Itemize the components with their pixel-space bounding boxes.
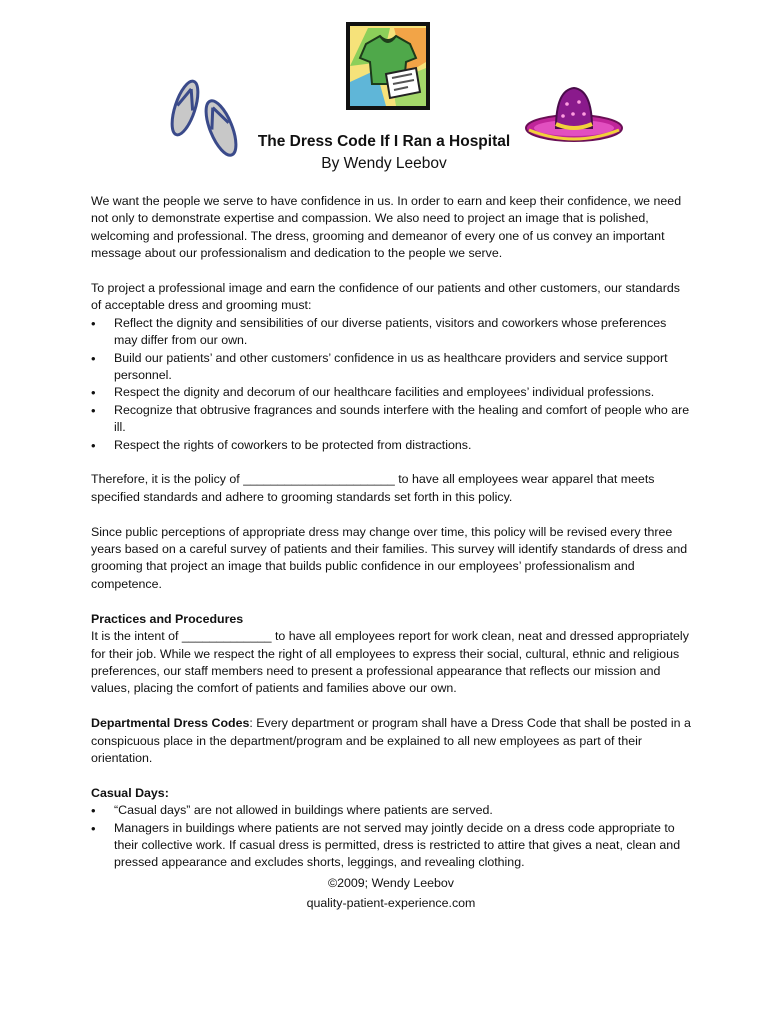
website-text: quality-patient-experience.com	[306, 895, 476, 910]
copyright-text: ©2009; Wendy Leebov	[327, 875, 454, 890]
standards-intro: To project a professional image and earn the confidence of our patients and other customers, our standards of acceptable dress and grooming must:	[91, 281, 680, 313]
casual-list	[91, 802, 691, 872]
policy-paragraph: Therefore, it is the policy of ______________________ to have all employees wear apparel that meets specified standards and adhere to grooming standards set forth in this policy.	[91, 472, 655, 504]
practices-heading: Practices and Procedures	[91, 611, 244, 626]
revision-paragraph: Since public perceptions of appropriate dress may change over time, this policy will be revised every three years based on a careful survey of patients and their families. This survey will identify standards of dress and grooming that project an image that builds public confidence in our employees’ professionalism and competence.	[91, 524, 688, 591]
practices-paragraph: It is the intent of _____________ to have all employees report for work clean, neat and dressed appropriately for their job. While we respect the right of all employees to express their social, cultural, ethnic and religious preferences, our staff members need to present a professional appearance that reflects our mission and values, placing the comfort of patients and families above our own.	[91, 629, 689, 696]
page-title: The Dress Code If I Ran a Hospital	[257, 133, 511, 150]
list-item: • “Casual days” are not allowed in buildings where patients are served.	[91, 802, 691, 819]
list-item: • Managers in buildings where patients are not served may jointly decide on a dress code appropriate to their collective work. If casual dress is permitted, dress is restricted to attire that gives a neat, clean and pressed appearance and excludes shorts, leggings, and revealing clothing.	[91, 820, 691, 872]
shirt-icon	[346, 22, 430, 110]
footer	[91, 873, 691, 913]
list-item: • Build our patients’ and other customers’ confidence in us as healthcare providers and service support personnel.	[91, 350, 691, 385]
standards-list	[91, 315, 691, 454]
list-item: • Respect the rights of coworkers to be protected from distractions.	[91, 437, 691, 454]
list-item: • Respect the dignity and decorum of our healthcare facilities and employees’ individual professions.	[91, 384, 691, 401]
departmental-text: : Every department or program shall have a Dress Code that shall be posted in a conspicuous place in the department/program and be explained to all new employees as part of their orientation.	[91, 716, 691, 765]
list-item: • Reflect the dignity and sensibilities of our diverse patients, visitors and coworkers whose preferences may differ from our own.	[91, 315, 691, 350]
casual-heading: Casual Days:	[91, 785, 169, 800]
list-item: • Recognize that obtrusive fragrances and sounds interfere with the healing and comfort of people who are ill.	[91, 402, 691, 437]
intro-paragraph: We want the people we serve to have confidence in us. In order to earn and keep their confidence, we need not only to demonstrate expertise and compassion. We also need to project an image that is polished, welcoming and professional. The dress, grooming and demeanor of every one of us convey an important message about our professionalism and dedication to the people we serve.	[91, 194, 682, 261]
departmental-heading: Departmental Dress Codes	[91, 716, 250, 731]
departmental-paragraph	[91, 715, 691, 767]
author-byline: By Wendy Leebov	[321, 155, 447, 172]
document-body	[91, 193, 691, 913]
